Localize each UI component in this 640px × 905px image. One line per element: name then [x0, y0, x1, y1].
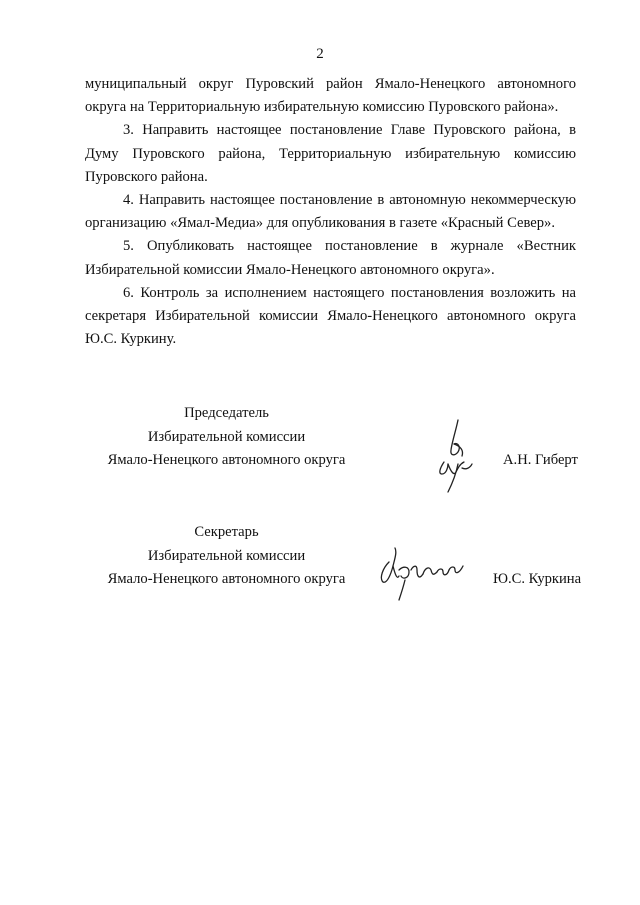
- paragraph-continuation: муниципальный округ Пуровский район Ямало-Ненецкого автономного округа на Территориальную избирательную комиссию Пуровского района».: [85, 76, 576, 116]
- chairman-title-line2: Избирательной комиссии: [147, 428, 306, 445]
- chairman-title-line1: Председатель: [184, 405, 269, 421]
- paragraph-item-6: 6. Контроль за исполнением настоящего постановления возложить на секретаря Избирательной комиссии Ямало-Ненецкого автономного округа Ю.С. Куркину.: [85, 284, 576, 348]
- chairman-signature: [418, 416, 498, 496]
- secretary-title-line3: Ямало-Ненецкого автономного округа: [107, 571, 346, 587]
- chairman-title-line3: Ямало-Ненецкого автономного округа: [107, 452, 346, 468]
- chairman-signature-block: [0, 402, 640, 492]
- secretary-title-line1: Секретарь: [194, 524, 259, 540]
- page-number: 2: [316, 46, 324, 62]
- paragraph-item-4: 4. Направить настоящее постановление в автономную некоммерческую организацию «Ямал-Медиа» для опубликования в газете «Красный Север».: [85, 192, 576, 232]
- paragraph-item-3: 3. Направить настоящее постановление Главе Пуровского района, в Думу Пуровского района, Территориальную избирательную комиссию Пуровского района.: [85, 122, 576, 185]
- secretary-name: Ю.С. Куркина: [493, 571, 582, 587]
- secretary-signature: [375, 540, 475, 602]
- chairman-name: А.Н. Гиберт: [503, 452, 578, 468]
- secretary-title-line2: Избирательной комиссии: [147, 547, 306, 564]
- paragraph-item-5: 5. Опубликовать настоящее постановление в журнале «Вестник Избирательной комиссии Ямало-Ненецкого автономного округа».: [85, 238, 576, 278]
- document-body: [85, 73, 576, 351]
- secretary-signature-block: [0, 521, 640, 611]
